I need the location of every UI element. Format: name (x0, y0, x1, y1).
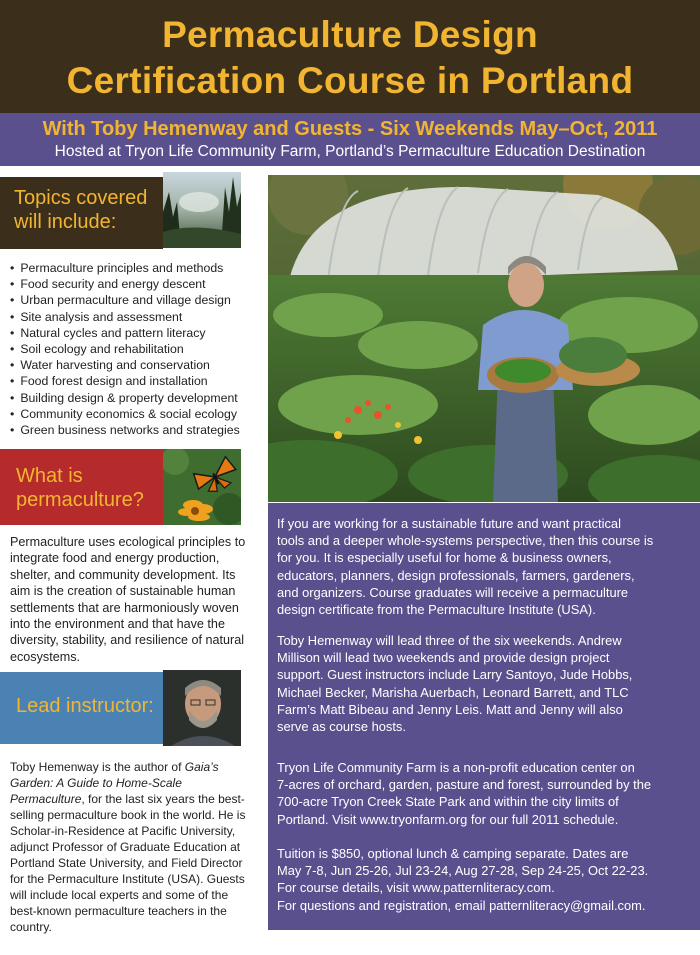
info-line: and organizers. Course graduates will receive a permaculture (277, 584, 629, 600)
page-title-line-1: Permaculture Design (162, 14, 538, 55)
info-line: design certificate from the Permaculture Institute (USA). (277, 602, 596, 618)
info-line: support. Guest instructors include Larry Santoyo, Jude Hobbs, (277, 667, 633, 683)
page-title-line-2: Certification Course in Portland (66, 60, 634, 101)
topics-list (10, 260, 260, 438)
info-line: serve as course hosts. (277, 719, 406, 735)
topic-item: • Green business networks and strategies (10, 422, 260, 438)
topic-item: • Site analysis and assessment (10, 309, 260, 325)
butterfly-photo (163, 449, 241, 525)
forest-photo (163, 172, 241, 248)
info-line: Tuition is $850, optional lunch & camping separate. Dates are (277, 846, 629, 861)
info-paragraph-intro (277, 515, 692, 618)
info-line: For questions and registration, email patternliteracy@gmail.com. (277, 897, 646, 913)
topic-item: • Building design & property development (10, 390, 260, 406)
topics-heading (14, 186, 164, 234)
topic-item: • Natural cycles and pattern literacy (10, 325, 260, 341)
topics-heading-line-2: will include: (14, 211, 117, 233)
info-line: May 7-8, Jun 25-26, Jul 23-24, Aug 27-28, Sep 24-25, Oct 22-23. (277, 863, 649, 879)
info-line: 700-acre Tryon Creek State Park and within the city limits of (277, 794, 619, 810)
topic-item: • Soil ecology and rehabilitation (10, 341, 260, 357)
topic-item: • Food forest design and installation (10, 373, 260, 389)
permaculture-description: Permaculture uses ecological principles to integrate food and energy production, shelter, and community development. Its aim is the creation of sustainable human settlements that are harmoniously woven into the environment and that have the diversity, stability, and resilience of natural ecosystems. (10, 535, 246, 664)
lead-instructor-heading: Lead instructor: (16, 695, 154, 717)
info-line: If you are working for a sustainable future and want practical (277, 516, 621, 531)
info-line: Michael Becker, Marisha Auerbach, Leonard Barrett, and TLC (277, 684, 629, 700)
instructor-bio (10, 759, 255, 935)
info-line: tools and a deeper whole-systems perspective, then this course is (277, 533, 654, 549)
info-line: For course details, visit www.patternliteracy.com. (277, 880, 555, 896)
topic-item: • Water harvesting and conservation (10, 357, 260, 373)
info-line: Portland. Visit www.tryonfarm.org for our full 2011 schedule. (277, 811, 619, 827)
info-line: 7-acres of orchard, garden, pasture and forest, surrounded by the (277, 777, 652, 793)
info-line: educators, planners, design professionals, farmers, gardeners, (277, 567, 635, 583)
topic-item: • Permaculture principles and methods (10, 260, 260, 276)
info-line: for you. It is especially useful for home & business owners, (277, 550, 612, 566)
farm-photo (268, 175, 700, 502)
info-line: Farm’s Matt Bibeau and Jenny Leis. Matt and Jenny will also (277, 701, 623, 717)
bio-text-end: , for the last six years the best-selling permaculture book in the world. He is Scholar-in-Residence at Pacific University, adjunct Professor of Graduate Education at Portland State University, and Field Director for the Permaculture Institute (USA). Guests will include local experts and some of the best-known permaculture teachers in the country. (10, 792, 246, 934)
what-is-heading-line-2: permaculture? (16, 489, 144, 511)
bio-text-start: Toby Hemenway is the author of (10, 760, 185, 774)
topics-heading-line-1: Topics covered (14, 187, 148, 209)
instructor-portrait (163, 670, 241, 746)
info-paragraph-instructors (277, 632, 692, 735)
info-line: Tryon Life Community Farm is a non-profit education center on (277, 760, 635, 775)
topic-item: • Community economics & social ecology (10, 406, 260, 422)
what-is-heading-line-1: What is (16, 465, 83, 487)
subtitle: With Toby Hemenway and Guests - Six Weekends May–Oct, 2011 (42, 118, 658, 140)
hosted-line: Hosted at Tryon Life Community Farm, Portland’s Permaculture Education Destination (54, 143, 646, 160)
info-paragraph-farm (277, 759, 692, 828)
info-line: Toby Hemenway will lead three of the six weekends. Andrew (277, 633, 622, 648)
info-paragraph-tuition (277, 845, 692, 914)
topic-item: • Urban permaculture and village design (10, 292, 260, 308)
bio-book-title: Gaia’s Garden: A Guide to Home-Scale Permaculture (10, 760, 219, 806)
info-line: Millison will lead two weekends and provide design project (277, 650, 610, 666)
what-is-heading (16, 464, 161, 512)
topic-item: • Food security and energy descent (10, 276, 260, 292)
